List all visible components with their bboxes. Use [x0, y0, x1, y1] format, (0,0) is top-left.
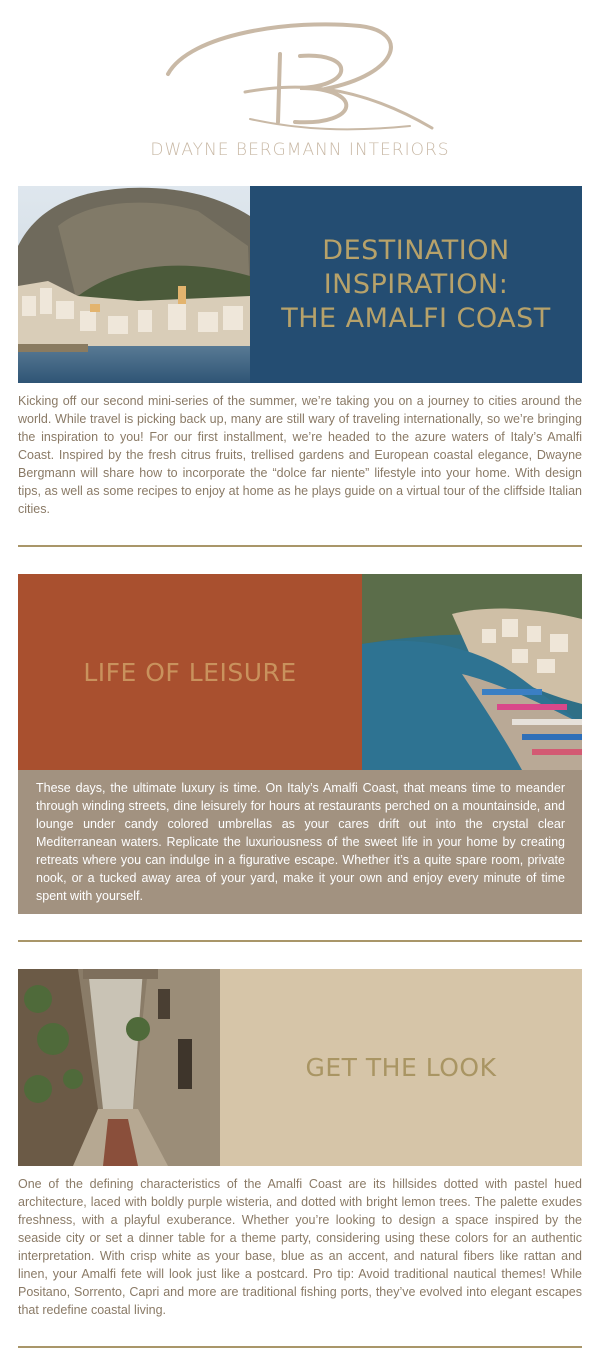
destination-title-panel — [250, 186, 582, 383]
divider — [18, 1346, 582, 1348]
brand-logo[interactable] — [0, 14, 600, 164]
monogram-b-icon — [150, 14, 450, 134]
divider — [18, 545, 582, 547]
leisure-paragraph: These days, the ultimate luxury is time. On Italy’s Amalfi Coast, that means time to meander through winding streets, dine leisurely for hours at restaurants perched on a mountainside, and lounge under candy colored umbrellas as your cares drift out into the crystal clear Mediterranean waters. Replicate the luxuriousness of the sweet life in your home by creating retreats where you can indulge in a figurative escape. Whether it’s a quite spare room, private nook, or a tucked away area of your yard, make it your own and enjoy every minute of time spent with yourself. — [36, 781, 565, 903]
stone-alley-photo — [18, 969, 220, 1166]
get-look-title-panel — [220, 969, 582, 1166]
amalfi-beach-photo — [362, 574, 582, 770]
get-look-paragraph: One of the defining characteristics of the Amalfi Coast are its hillsides dotted with pastel hued architecture, laced with boldly purple wisteria, and dotted with bright lemon trees. The palette exudes freshness, with a playful exuberance. Whether you’re looking to design a space inspired by the seaside city or set a dinner table for a theme party, considering using these colors for an authentic interpretation. With crisp white as your base, blue as an accent, and natural fibers like rattan and linen, your Amalfi fete will look just like a postcard. Pro tip: Avoid traditional nautical themes! While Positano, Sorrento, Capri and more are traditional fishing ports, they’ve evolved into elegant escapes that redefine coastal living. — [18, 1177, 582, 1317]
intro-paragraph: Kicking off our second mini-series of the summer, we’re taking you on a journey to cities around the world. While travel is picking back up, many are still wary of traveling internationally, so we’re bringing the inspiration to you! For our first installment, we’re headed to the azure waters of Italy’s Amalfi Coast. Inspired by the fresh citrus fruits, trellised gardens and European coastal elegance, Dwayne Bergmann will share how to incorporate the “dolce far niente” lifestyle into your home. With design tips, as well as some recipes to enjoy at home as he plays guide on a virtual tour of the cliffside Italian cities. — [18, 394, 582, 516]
section-title: GET THE LOOK — [305, 1053, 497, 1082]
section-title: LIFE OF LEISURE — [83, 657, 297, 687]
section-title: DESTINATION INSPIRATION: THE AMALFI COAST — [281, 234, 551, 334]
divider — [18, 940, 582, 942]
leisure-title-panel — [18, 574, 362, 770]
amalfi-cliffs-photo — [18, 186, 250, 383]
brand-name: DWAYNE BERGMANN INTERIORS — [150, 140, 450, 160]
